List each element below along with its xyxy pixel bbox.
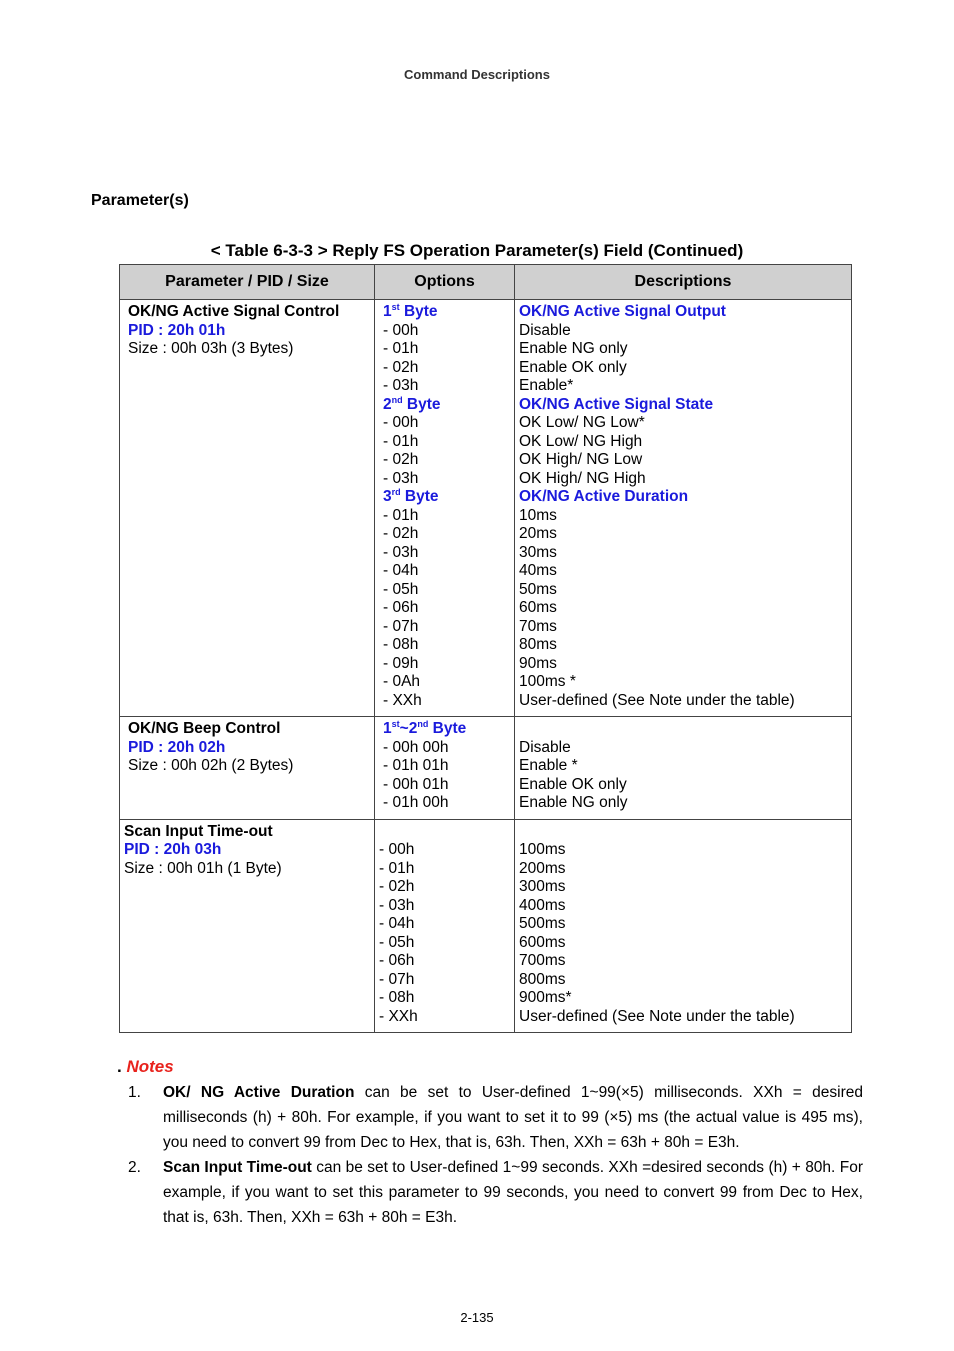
description-value: Enable NG only <box>519 794 628 811</box>
descriptions-cell <box>515 300 852 717</box>
option-value: - 09h <box>383 654 419 672</box>
option-value: - 00h <box>383 321 419 339</box>
description-value: OK High/ NG Low <box>519 451 643 468</box>
note-term: OK/ NG Active Duration <box>163 1084 355 1101</box>
description-value: Enable OK only <box>519 775 627 793</box>
option-value: - 01h <box>383 506 419 524</box>
table-header-row <box>120 265 852 300</box>
description-value: 900ms* <box>519 989 572 1006</box>
note-term: Scan Input Time-out <box>163 1159 312 1176</box>
description-value: 100ms <box>519 841 566 858</box>
option-value: - 01h <box>379 859 415 877</box>
option-value: - 05h <box>383 580 419 598</box>
option-value: - 03h <box>383 377 419 394</box>
option-value: - XXh <box>379 1007 418 1025</box>
description-list <box>519 322 847 396</box>
note-number: 2. <box>128 1159 141 1176</box>
option-value: - 06h <box>383 599 419 616</box>
description-value: Enable* <box>519 377 574 394</box>
notes-heading <box>117 1057 174 1077</box>
option-value: - 02h <box>383 525 419 542</box>
description-value: 50ms <box>519 580 557 598</box>
option-value: - 00h 01h <box>383 775 449 793</box>
note-body: can be set to User-defined 1~99 seconds. XXh =desired seconds (h) + 80h. For example, if you want to set this parameter to 99 seconds, you need to convert 99 from Dec to Hex, that is, 63h. Then, XXh = 63h + 80h = E3h. <box>163 1159 863 1226</box>
option-value: - 01h <box>383 432 419 450</box>
parameter-pid: PID : 20h 02h <box>128 738 226 756</box>
description-value: 500ms <box>519 915 566 932</box>
option-value: - 07h <box>383 617 419 635</box>
option-value: - 01h 00h <box>383 794 449 811</box>
notes-title: Notes <box>126 1057 174 1076</box>
option-value: - 00h <box>379 841 415 858</box>
parameter-cell <box>120 717 375 820</box>
parameter-size: Size : 00h 03h (3 Bytes) <box>128 340 294 357</box>
description-value: 20ms <box>519 525 557 542</box>
option-value: - 07h <box>379 970 415 988</box>
parameter-table <box>119 264 852 1033</box>
section-title: Parameter(s) <box>91 192 189 209</box>
parameter-cell <box>120 819 375 1033</box>
option-value: - 04h <box>383 562 419 579</box>
option-value: - 00h 00h <box>383 738 449 756</box>
description-value: User-defined (See Note under the table) <box>519 1007 795 1025</box>
description-value: 60ms <box>519 599 557 616</box>
column-header: Options <box>375 265 515 300</box>
description-value: OK Low/ NG Low* <box>519 414 645 431</box>
descriptions-cell <box>515 819 852 1033</box>
description-value: 70ms <box>519 617 557 635</box>
description-list <box>519 507 847 711</box>
option-value: - 02h <box>383 358 419 376</box>
option-list <box>383 414 510 488</box>
parameter-pid: PID : 20h 03h <box>124 841 222 858</box>
option-value: - 0Ah <box>383 673 421 690</box>
byte-label: 1st~2nd Byte <box>383 719 467 737</box>
options-cell <box>375 819 515 1033</box>
note-text <box>163 1080 863 1155</box>
option-value: - 03h <box>379 896 415 914</box>
column-header: Parameter / PID / Size <box>120 265 375 300</box>
description-value: 10ms <box>519 506 557 524</box>
parameter-pid: PID : 20h 01h <box>128 321 226 339</box>
table-row <box>120 300 852 717</box>
option-list <box>379 841 510 1026</box>
option-value: - 00h <box>383 414 419 431</box>
options-cell <box>375 300 515 717</box>
table-caption: < Table 6-3-3 > Reply FS Operation Parameter(s) Field (Continued) <box>210 241 744 260</box>
description-value: Disable <box>519 321 571 339</box>
parameter-name: OK/NG Active Signal Control <box>128 303 340 320</box>
byte-label: 2nd Byte <box>383 394 441 413</box>
note-body: can be set to User-defined 1~99(×5) milliseconds. XXh = desired milliseconds (h) + 80h. For example, if you want to set it to 99 (×5) ms (the actual value is 495 ms), you need to convert 99 from Dec to Hex, that is, 63h. Then, XXh = 63h + 80h = E3h. <box>163 1084 863 1151</box>
description-title: OK/NG Active Signal Output <box>519 303 726 320</box>
parameter-name: OK/NG Beep Control <box>128 720 281 737</box>
description-value: 40ms <box>519 562 557 579</box>
table-row <box>120 717 852 820</box>
option-value: - 03h <box>383 469 419 487</box>
description-title: OK/NG Active Signal State <box>519 395 714 413</box>
option-list <box>383 739 510 813</box>
option-value: - 02h <box>383 451 419 468</box>
description-value: Enable * <box>519 757 578 774</box>
description-list <box>519 739 847 813</box>
note-item <box>128 1155 863 1230</box>
description-value: User-defined (See Note under the table) <box>519 691 795 709</box>
option-value: - 01h 01h <box>383 757 449 774</box>
options-cell <box>375 717 515 820</box>
description-value: 200ms <box>519 859 566 877</box>
description-value: Disable <box>519 738 571 756</box>
option-value: - 02h <box>379 878 415 895</box>
option-list <box>383 507 510 711</box>
note-number: 1. <box>128 1084 141 1101</box>
note-item <box>128 1080 863 1155</box>
parameter-name: Scan Input Time-out <box>124 822 273 840</box>
description-value: 80ms <box>519 636 557 653</box>
description-value: 90ms <box>519 654 557 672</box>
column-header: Descriptions <box>515 265 852 300</box>
parameter-size: Size : 00h 01h (1 Byte) <box>124 859 282 877</box>
description-title: OK/NG Active Duration <box>519 488 689 505</box>
description-value: Enable OK only <box>519 358 627 376</box>
description-value: 600ms <box>519 933 566 951</box>
running-header: Command Descriptions <box>404 67 550 82</box>
parameter-size: Size : 00h 02h (2 Bytes) <box>128 757 294 774</box>
description-list <box>519 414 847 488</box>
option-value: - XXh <box>383 691 422 709</box>
description-value: 700ms <box>519 952 566 969</box>
byte-label: 3rd Byte <box>383 487 439 505</box>
notes-bullet: . <box>117 1057 122 1076</box>
option-value: - 05h <box>379 933 415 951</box>
descriptions-cell <box>515 717 852 820</box>
byte-label: 1st Byte <box>383 302 438 320</box>
table-row <box>120 819 852 1033</box>
option-value: - 04h <box>379 915 415 932</box>
note-text <box>163 1155 863 1230</box>
description-value: Enable NG only <box>519 340 628 357</box>
option-value: - 08h <box>383 636 419 653</box>
page-number: 2-135 <box>460 1310 494 1325</box>
description-value: 100ms * <box>519 673 576 690</box>
option-list <box>383 322 510 396</box>
option-value: - 01h <box>383 340 419 357</box>
description-list <box>519 841 847 1026</box>
description-value: 400ms <box>519 896 566 914</box>
description-value: OK High/ NG High <box>519 469 646 487</box>
description-value: 300ms <box>519 878 566 895</box>
option-value: - 03h <box>383 543 419 561</box>
parameter-cell <box>120 300 375 717</box>
description-value: 800ms <box>519 970 566 988</box>
option-value: - 08h <box>379 989 415 1006</box>
description-value: OK Low/ NG High <box>519 432 643 450</box>
option-value: - 06h <box>379 952 415 969</box>
description-value: 30ms <box>519 543 557 561</box>
